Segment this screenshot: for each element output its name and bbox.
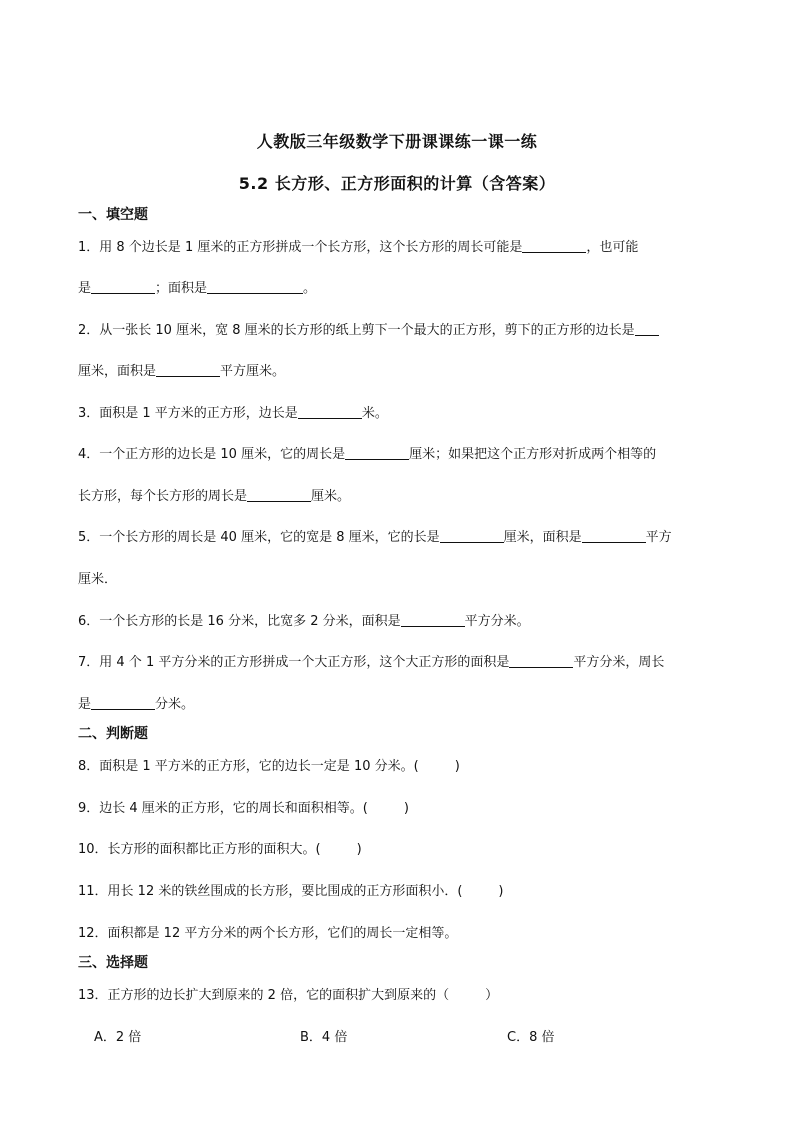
question-text: ，也可能 bbox=[586, 240, 639, 255]
question-text: 平方分米，周长 bbox=[573, 655, 665, 670]
question-6 bbox=[78, 610, 530, 629]
question-5-line-2 bbox=[78, 568, 117, 587]
document-title: 人教版三年级数学下册课课练一课一练 bbox=[256, 132, 538, 151]
question-text: 平方 bbox=[645, 530, 672, 545]
question-text: 13．正方形的边长扩大到原来的 2 倍，它的面积扩大到原来的（ bbox=[78, 988, 450, 1003]
answer-blank[interactable] bbox=[91, 279, 155, 294]
question-4-line-2 bbox=[78, 485, 350, 504]
question-1-line-2 bbox=[78, 277, 316, 296]
question-text: 长方形，每个长方形的周长是 bbox=[78, 489, 248, 504]
answer-blank[interactable] bbox=[582, 528, 646, 543]
answer-blank[interactable] bbox=[522, 238, 586, 253]
question-9 bbox=[78, 797, 409, 816]
question-text: 是 bbox=[78, 697, 92, 712]
question-text: 12．面积都是 12 平方分米的两个长方形，它们的周长一定相等。 bbox=[78, 926, 458, 941]
question-text: 平方分米。 bbox=[464, 614, 530, 629]
question-text: 厘米；如果把这个正方形对折成两个相等的 bbox=[409, 447, 657, 462]
section-fill-in-blank: 一、填空题 bbox=[78, 207, 148, 223]
question-text: 厘米。 bbox=[311, 489, 351, 504]
option-b[interactable]: B．4 倍 bbox=[300, 1030, 348, 1045]
answer-blank[interactable] bbox=[91, 695, 155, 710]
document-subtitle: 5.2 长方形、正方形面积的计算（含答案） bbox=[238, 174, 556, 193]
answer-blank[interactable] bbox=[345, 445, 409, 460]
question-10 bbox=[78, 838, 362, 857]
question-text: ) bbox=[454, 759, 460, 774]
option-c[interactable]: C．8 倍 bbox=[507, 1030, 555, 1045]
question-12 bbox=[78, 922, 457, 941]
question-text: 3．面积是 1 平方米的正方形，边长是 bbox=[78, 406, 298, 421]
question-13 bbox=[78, 984, 498, 1003]
question-11 bbox=[78, 880, 504, 899]
question-text: ) bbox=[498, 884, 504, 899]
question-text: 8．面积是 1 平方米的正方形，它的边长一定是 10 分米。( bbox=[78, 759, 419, 774]
answer-blank[interactable] bbox=[207, 279, 303, 294]
question-text: 10．长方形的面积都比正方形的面积大。( bbox=[78, 842, 321, 857]
question-5-line-1 bbox=[78, 526, 672, 545]
question-text: 。 bbox=[303, 281, 317, 296]
question-text: 厘米，面积是 bbox=[503, 530, 582, 545]
question-text: ) bbox=[403, 801, 409, 816]
question-2-line-1 bbox=[78, 319, 659, 338]
question-7-line-1 bbox=[78, 651, 664, 670]
question-text: 11．用长 12 米的铁丝围成的长方形，要比围成的正方形面积小．( bbox=[78, 884, 463, 899]
answer-blank[interactable] bbox=[635, 321, 659, 336]
question-text: 平方厘米。 bbox=[220, 364, 286, 379]
question-2-line-2 bbox=[78, 360, 285, 379]
question-text: 6．一个长方形的长是 16 分米，比宽多 2 分米，面积是 bbox=[78, 614, 401, 629]
question-text: 1．用 8 个边长是 1 厘米的正方形拼成一个长方形，这个长方形的周长可能是 bbox=[78, 240, 523, 255]
question-text: 7．用 4 个 1 平方分米的正方形拼成一个大正方形，这个大正方形的面积是 bbox=[78, 655, 510, 670]
answer-blank[interactable] bbox=[440, 528, 504, 543]
question-text: 5．一个长方形的周长是 40 厘米，它的宽是 8 厘米，它的长是 bbox=[78, 530, 440, 545]
question-3 bbox=[78, 402, 388, 421]
question-text: 2．从一张长 10 厘米，宽 8 厘米的长方形的纸上剪下一个最大的正方形，剪下的正方形的边长是 bbox=[78, 323, 635, 338]
answer-blank[interactable] bbox=[247, 487, 311, 502]
question-1-line-1 bbox=[78, 236, 638, 255]
question-text: ) bbox=[356, 842, 362, 857]
option-a[interactable]: A．2 倍 bbox=[94, 1030, 142, 1045]
question-text: 厘米． bbox=[78, 572, 118, 587]
answer-blank[interactable] bbox=[509, 653, 573, 668]
question-text: ；面积是 bbox=[155, 281, 208, 296]
question-text: 分米。 bbox=[155, 697, 195, 712]
question-text: 9．边长 4 厘米的正方形，它的周长和面积相等。( bbox=[78, 801, 368, 816]
question-4-line-1 bbox=[78, 443, 656, 462]
question-text: ） bbox=[485, 988, 499, 1003]
answer-blank[interactable] bbox=[401, 612, 465, 627]
section-true-false: 二、判断题 bbox=[78, 726, 148, 742]
answer-blank[interactable] bbox=[298, 404, 362, 419]
question-text: 4．一个正方形的边长是 10 厘米，它的周长是 bbox=[78, 447, 346, 462]
question-text: 米。 bbox=[361, 406, 388, 421]
section-multiple-choice: 三、选择题 bbox=[78, 955, 148, 971]
question-7-line-2 bbox=[78, 693, 194, 712]
answer-blank[interactable] bbox=[156, 362, 220, 377]
question-8 bbox=[78, 755, 460, 774]
question-text: 是 bbox=[78, 281, 92, 296]
question-text: 厘米，面积是 bbox=[78, 364, 157, 379]
